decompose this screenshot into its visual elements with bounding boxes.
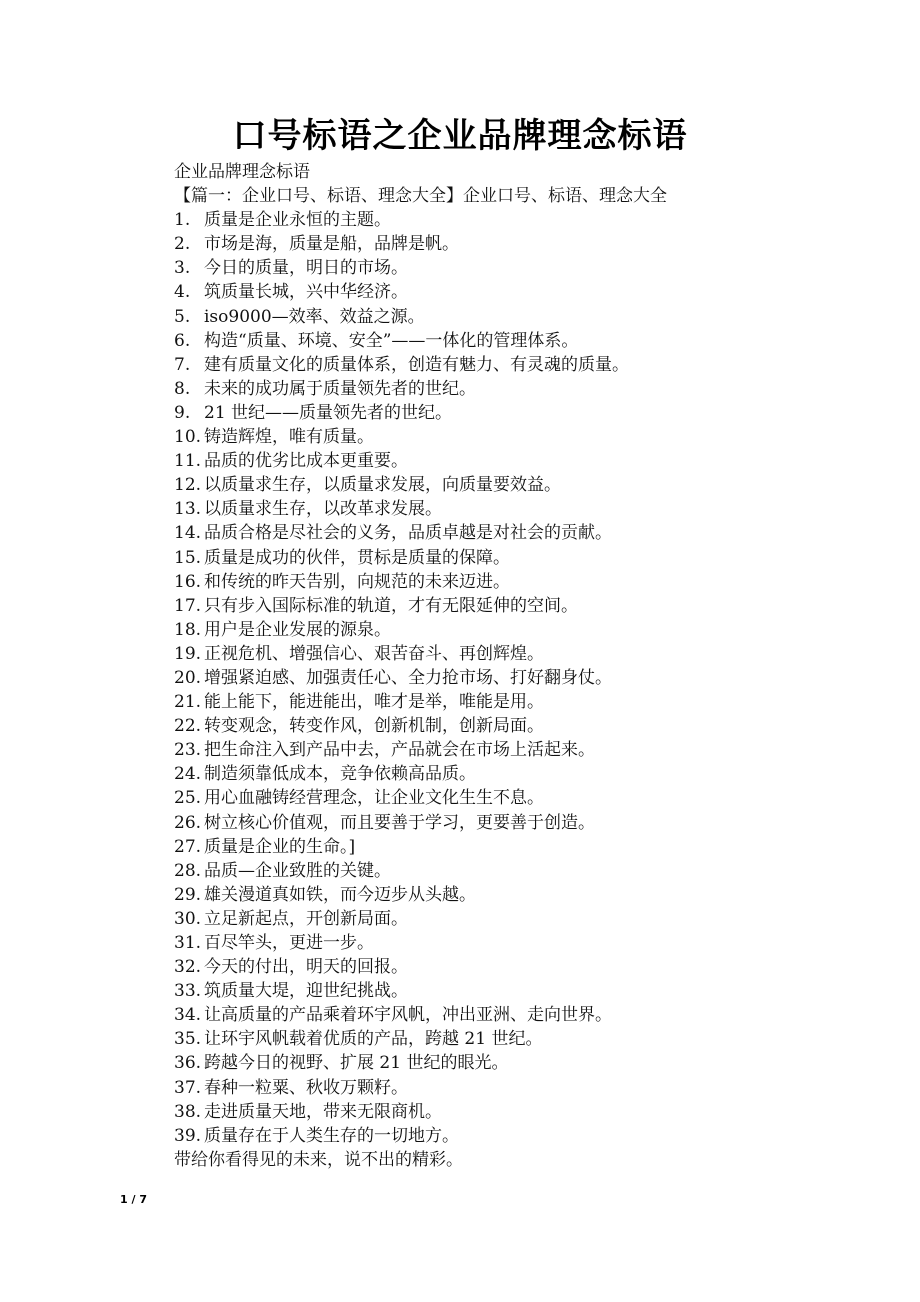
list-item-number: 39. [174,1125,202,1146]
list-item-text: 用心血融铸经营理念，让企业文化生生不息。 [204,788,544,809]
list-item-text: 今日的质量，明日的市场。 [204,258,408,279]
list-item [174,666,814,690]
list-item-number: 5. [174,306,191,327]
list-item [174,618,814,642]
list-item-text: 构造“质量、环境、安全”——一体化的管理体系。 [204,330,579,351]
list-item-number: 2. [174,234,191,255]
list-item-number: 22. [174,716,202,737]
list-item-number: 21. [174,692,202,713]
section-heading: 【篇一：企业口号、标语、理念大全】企业口号、标语、理念大全 [174,186,667,207]
list-item-text: 跨越今日的视野、扩展 21 世纪的眼光。 [204,1053,509,1074]
list-item-number: 10. [174,427,202,448]
list-item-number: 4. [174,282,191,303]
list-item [174,762,814,786]
list-item-number: 26. [174,812,202,833]
document-body [174,160,814,1172]
list-item-text: 树立核心价值观，而且要善于学习，更要善于创造。 [204,812,595,833]
slogan-list [174,208,814,1148]
list-item-text: 立足新起点，开创新局面。 [204,908,408,929]
list-item [174,280,814,304]
list-item [174,883,814,907]
list-item [174,1051,814,1075]
list-item-number: 20. [174,667,202,688]
list-item-number: 28. [174,860,202,881]
list-item-number: 18. [174,619,202,640]
list-item-text: 铸造辉煌，唯有质量。 [204,427,374,448]
list-item-number: 6. [174,330,191,351]
list-item-text: 百尽竿头，更进一步。 [204,933,374,953]
list-item [174,955,814,979]
list-item-text: 让高质量的产品乘着环宇风帆，冲出亚洲、走向世界。 [204,1005,612,1026]
list-item-number: 38. [174,1101,202,1122]
list-item-number: 34. [174,1005,202,1026]
list-item-number: 3. [174,258,191,279]
list-item-number: 9. [174,402,191,423]
list-item [174,931,814,955]
list-item [174,1076,814,1100]
list-item [174,907,814,931]
list-item [174,786,814,810]
list-item-number: 36. [174,1053,202,1074]
list-item [174,497,814,521]
list-item-number: 35. [174,1029,202,1050]
list-item-text: 和传统的昨天告别，向规范的未来迈进。 [204,571,510,592]
list-item-text: 品质合格是尽社会的义务，品质卓越是对社会的贡献。 [204,523,612,544]
list-item-number: 13. [174,499,202,520]
list-item-text: 让环宇风帆载着优质的产品，跨越 21 世纪。 [204,1029,543,1050]
list-item [174,473,814,497]
list-item [174,570,814,594]
list-item-text: 以质量求生存，以质量求发展，向质量要效益。 [204,475,561,496]
list-item-text: 正视危机、增强信心、艰苦奋斗、再创辉煌。 [204,643,544,664]
list-item-number: 23. [174,740,202,761]
list-item-number: 8. [174,378,191,399]
list-item-text: 未来的成功属于质量领先者的世纪。 [204,378,476,399]
list-item-number: 37. [174,1077,202,1098]
list-item-text: 增强紧迫感、加强责任心、全力抢市场、打好翻身仗。 [204,667,612,688]
list-item-number: 27. [174,836,202,857]
list-item-number: 11. [174,451,202,472]
list-item [174,425,814,449]
list-item-text: 只有步入国际标准的轨道，才有无限延伸的空间。 [204,595,578,616]
list-item-text: 春种一粒粟、秋收万颗籽。 [204,1077,408,1098]
list-item-number: 29. [174,884,202,905]
list-item-text: 质量存在于人类生存的一切地方。 [204,1125,459,1146]
list-item-number: 25. [174,788,202,809]
list-item-text: 雄关漫道真如铁，而今迈步从头越。 [204,884,476,905]
list-item [174,811,814,835]
list-item-text: iso9000—效率、效益之源。 [204,306,425,327]
page-number: 1 / 7 [120,1193,147,1206]
list-item-text: 21 世纪——质量领先者的世纪。 [204,402,453,423]
list-item-text: 把生命注入到产品中去，产品就会在市场上活起来。 [204,740,595,761]
list-item [174,449,814,473]
list-item [174,1124,814,1148]
list-item [174,642,814,666]
list-item-text: 品质—企业致胜的关键。 [204,860,391,881]
list-item-number: 24. [174,764,202,785]
list-item-number: 16. [174,571,202,592]
list-item-number: 19. [174,643,202,664]
list-item [174,305,814,329]
list-item-number: 17. [174,595,202,616]
list-item [174,521,814,545]
list-item-text: 走进质量天地，带来无限商机。 [204,1101,442,1122]
document-subtitle: 企业品牌理念标语 [174,162,310,182]
list-item [174,979,814,1003]
list-item [174,714,814,738]
list-item [174,690,814,714]
list-item-number: 15. [174,547,202,568]
list-item [174,208,814,232]
list-item [174,353,814,377]
list-item-text: 能上能下，能进能出，唯才是举，唯能是用。 [204,692,544,713]
list-item [174,594,814,618]
list-item [174,859,814,883]
list-item-text: 筑质量长城，兴中华经济。 [204,282,408,303]
list-item [174,377,814,401]
list-item-number: 30. [174,908,202,929]
list-item [174,546,814,570]
list-item [174,835,814,859]
list-item-number: 32. [174,957,202,978]
list-item-text: 质量是企业的生命。] [204,836,356,857]
list-item-number: 14. [174,523,202,544]
list-item-number: 7. [174,354,191,375]
list-item-text: 转变观念，转变作风，创新机制，创新局面。 [204,716,544,737]
list-item [174,329,814,353]
closing-line: 带给你看得见的未来，说不出的精彩。 [174,1149,463,1170]
list-item [174,232,814,256]
list-item [174,1027,814,1051]
list-item-number: 33. [174,981,202,1002]
list-item-text: 质量是成功的伙伴，贯标是质量的保障。 [204,547,510,568]
document-title: 口号标语之企业品牌理念标语 [232,116,688,156]
list-item-text: 市场是海，质量是船，品牌是帆。 [204,234,459,255]
list-item-text: 建有质量文化的质量体系，创造有魅力、有灵魂的质量。 [204,354,629,375]
list-item-text: 质量是企业永恒的主题。 [204,210,391,231]
list-item-text: 筑质量大堤，迎世纪挑战。 [204,981,408,1002]
list-item [174,401,814,425]
list-item [174,738,814,762]
list-item-number: 1. [174,210,191,231]
list-item-number: 12. [174,475,202,496]
list-item [174,1003,814,1027]
list-item-number: 31. [174,933,202,953]
list-item [174,256,814,280]
list-item [174,1100,814,1124]
list-item-text: 用户是企业发展的源泉。 [204,619,391,640]
list-item-text: 制造须靠低成本，竞争依赖高品质。 [204,764,476,785]
list-item-text: 以质量求生存，以改革求发展。 [204,499,442,520]
list-item-text: 品质的优劣比成本更重要。 [204,451,408,472]
list-item-text: 今天的付出，明天的回报。 [204,957,408,978]
